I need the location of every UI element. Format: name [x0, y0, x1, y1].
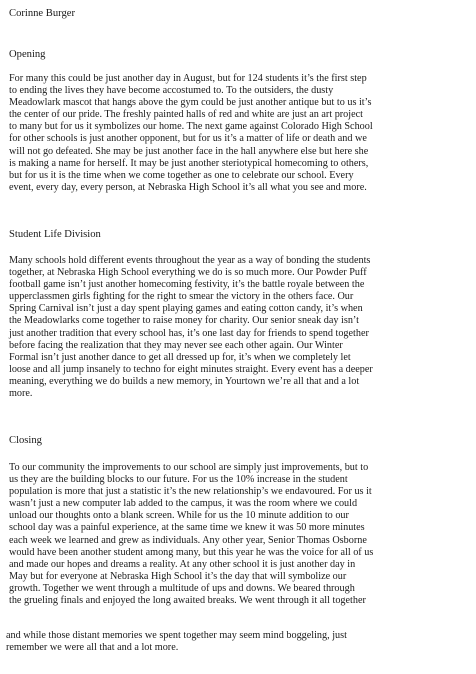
- paragraph-line: more.: [9, 388, 33, 400]
- paragraph-line: is making a name for herself. It may be just another steriotypical homecoming to others,: [9, 157, 369, 169]
- paragraph-line: to ending the lives they have become accostumed to. To the outsiders, the dusty: [9, 85, 334, 97]
- paragraph-line: loose and all jump insanely to techno for eight minutes straight. Every event has a deeper: [9, 363, 373, 375]
- section-heading-closing: Closing: [9, 435, 42, 446]
- paragraph-line: unload our thoughts onto a blank screen. While for us the 10 minute addition to our: [9, 510, 349, 522]
- paragraph-line: the grueling finals and enjoyed the long awaited breaks. We went through it all together: [9, 595, 366, 607]
- student-life-paragraph: [9, 255, 462, 400]
- paragraph-line: the Meadowlarks come together to raise money for charity. Our senior sneak day isn’t: [9, 315, 359, 327]
- paragraph-line: event, every day, every person, at Nebraska High School it’s all what you see and more.: [9, 181, 367, 193]
- paragraph-line: Many schools hold different events throughout the year as a way of bonding the students: [9, 255, 371, 266]
- paragraph-line: population is more that just a statistic it’s the new relationship’s we endavoured. For us it: [9, 486, 372, 498]
- section-heading-student-life: Student Life Division: [9, 229, 101, 240]
- section-heading-opening: Opening: [9, 49, 46, 60]
- closing-tail-paragraph: [6, 630, 459, 654]
- paragraph-line: May but for everyone at Nebraska High School it’s the day that will symbolize our: [9, 570, 347, 582]
- paragraph-line: just another tradition that every school has, it’s one last day for friends to spend together: [9, 327, 369, 339]
- paragraph-line: football game isn’t just another homecoming festivity, it’s the battle royale between the: [9, 279, 365, 291]
- paragraph-line: but for us it is the time when we come together as one to celebrate our school. Every: [9, 169, 354, 181]
- paragraph-line: for other schools is just another opponent, but for us it’s a matter of life or death and we: [9, 133, 367, 145]
- paragraph-line: wasn’t just a new computer lab added to the campus, it was the room where we could: [9, 498, 358, 510]
- paragraph-line: before facing the realization that they may never see each other again. Our Winter: [9, 339, 343, 351]
- paragraph-line: and made our hopes and dreams a reality. At any other school it is just another day in: [9, 558, 356, 570]
- opening-paragraph: [9, 73, 462, 194]
- paragraph-line: will not go defeated. She may be just another face in the hall anywhere else but here she: [9, 145, 369, 157]
- paragraph-line: Formal isn’t just another dance to get all dressed up for, it’s when we completely let: [9, 351, 351, 363]
- paragraph-line: For many this could be just another day in August, but for 124 students it’s the first step: [9, 73, 367, 84]
- paragraph-line: upperclassmen girls fighting for the right to smear the victory in the others face. Our: [9, 291, 354, 303]
- paragraph-line: Meadowlark mascot that hangs above the gym could be just another antique but to us it’s: [9, 97, 372, 109]
- paragraph-line: to many but for us it symbolizes our home. The next game against Colorado High School: [9, 121, 373, 133]
- paragraph-line: each week we learned and grew as individuals. Any other year, Senior Thomas Osborne: [9, 534, 367, 546]
- author-name: Corinne Burger: [9, 8, 76, 19]
- paragraph-line: remember we were all that and a lot more.: [6, 642, 179, 654]
- paragraph-line: would have been another student among many, but this year he was the voice for all of us: [9, 546, 374, 558]
- paragraph-line: Spring Carnival isn’t just a day spent playing games and eating cotton candy, it’s when: [9, 303, 363, 315]
- paragraph-line: us they are the building blocks to our future. For us the 10% increase in the student: [9, 474, 348, 486]
- paragraph-line: meaning, everything we do builds a new memory, in Yourtown we’re all that and a lot: [9, 375, 360, 387]
- paragraph-line: To our community the improvements to our school are simply just improvements, but to: [9, 462, 369, 473]
- paragraph-line: growth. Together we went through a multitude of ups and downs. We beared through: [9, 582, 355, 594]
- paragraph-line: the center of our pride. The freshly painted halls of red and white are just an art project: [9, 109, 363, 121]
- paragraph-line: and while those distant memories we spent together may seem mind boggeling, just: [6, 630, 347, 641]
- closing-paragraph: [9, 462, 462, 607]
- paragraph-line: school day was a painful experience, at the same time we knew it was 50 more minutes: [9, 522, 365, 534]
- paragraph-line: together, at Nebraska High School everything we do is so much more. Our Powder Puff: [9, 267, 367, 279]
